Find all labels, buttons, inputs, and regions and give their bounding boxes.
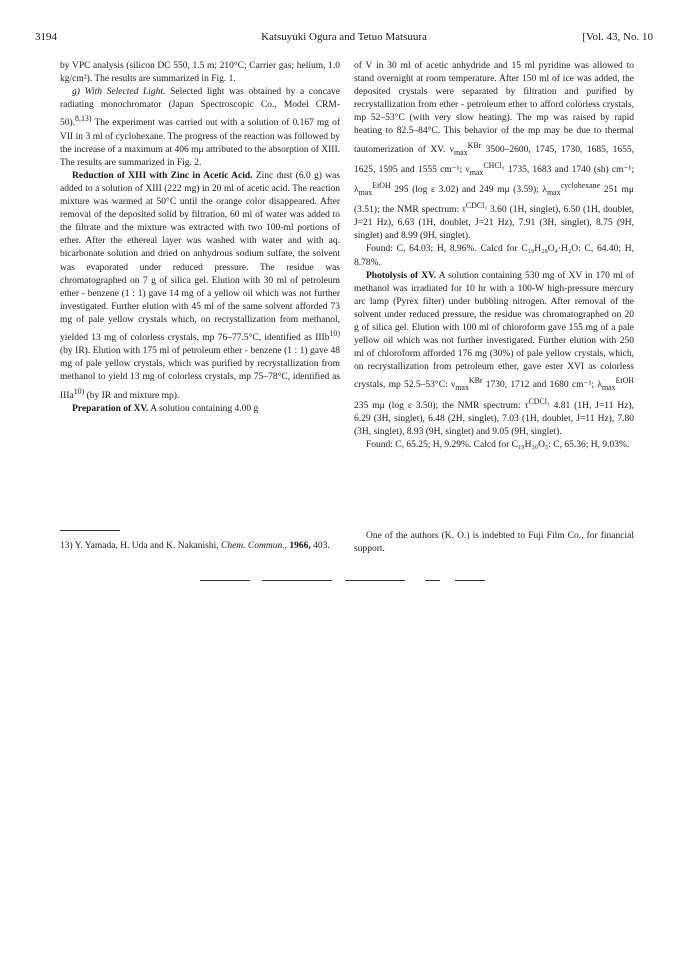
running-title-authors: Katsuyuki Ogura and Tetuo Matsuura xyxy=(261,31,427,43)
paragraph-text: A solution containing 530 mg of XV in 170 ml of methanol was irradiated for 10 hr with a 100-W high-pressure mercury arc lamp (Pyrex filter) under bubbling nitrogen. After removal of the solvent under reduced pressure, the residue was chromatographed on 20 g of silica gel. Elution with 100 ml of chloroform gave 155 mg of a pale yellow oil which was not further investigated. Further elution with 250 ml of chloroform afforded 176 mg (30%) of pale yellow crystals, which, on recrystallization from petroleum ether, gave ester XVI as colorless crystals, mp 52.5–53°C: ν xyxy=(354,270,634,391)
paragraph xyxy=(60,60,340,86)
reference-marker: 10) xyxy=(329,329,340,339)
footnote-number: 13) xyxy=(60,541,73,551)
paragraph-text: Found: C, 64.03; H, 8.96%. Calcd for C₁₉H₂₈O₄·H₂O: C, 64.40; H, 8.78%. xyxy=(354,244,634,268)
paragraph-text: 4.81 (1H, J=11 Hz), 6.29 (3H, singlet), 6.48 (2H, singlet), 7.03 (1H, doublet, J=11 Hz), 7.80 (3H, singlet), 8.93 (9H, singlet) and 9.05 (9H, singlet). xyxy=(354,400,635,437)
volume-issue: [Vol. 43, No. 10 xyxy=(582,31,653,43)
end-rule-segment xyxy=(345,580,405,581)
footnote-year: 1966, xyxy=(289,541,311,551)
footnote-journal: Chem. Commun., xyxy=(220,541,287,551)
reference-marker: 8,13) xyxy=(75,114,92,124)
paragraph-text: Selected light was obtained by a concave radiating monochromator (Japan Spectroscopic Co., Model CRM-50). xyxy=(60,87,341,129)
paragraph-text: 235 mμ (log ε 3.50); the NMR spectrum: τ xyxy=(354,400,529,411)
subsection-label: g) xyxy=(72,87,80,98)
subscript: max xyxy=(469,167,484,177)
end-rule-segment xyxy=(455,580,485,581)
paragraph-selected-light xyxy=(60,86,340,170)
end-rule-segment xyxy=(262,580,332,581)
paragraph-preparation xyxy=(60,403,340,416)
paragraph-text: Found: C, 65.25; H, 9.29%. Calcd for C₁₉H₃₀O₅: C, 65.36; H, 9.03%. xyxy=(366,439,630,450)
elemental-analysis xyxy=(354,243,634,269)
subscript: max xyxy=(358,187,373,197)
reference-marker: 10) xyxy=(73,386,85,396)
elemental-analysis xyxy=(354,439,634,452)
paragraph-text: 3500–2600, 1745, 1730, 1685, 1655, 1625, 1595 and 1555 cm⁻¹; ν xyxy=(354,144,635,175)
subscript: max xyxy=(455,383,469,393)
superscript: EtOH xyxy=(372,180,391,190)
paragraph-text: (by IR). Elution with 175 ml of petroleum ether - benzene (1 : 1) gave 48 mg of pale yellow crystals, which was purified by recrystallization from methanol to yield 13 mg of colorless crystals, mp 75–78°C, identified as IIIa xyxy=(60,346,340,401)
footnote xyxy=(60,540,340,553)
superscript: EtOH xyxy=(615,376,635,386)
subscript: max xyxy=(453,147,468,157)
section-heading: Photolysis of XV. xyxy=(366,270,437,281)
subscript: max xyxy=(546,187,561,197)
section-heading: Preparation of XV. xyxy=(72,403,149,414)
acknowledgement: One of the authors (K. O.) is indebted to Fuji Film Co., for financial support. xyxy=(354,531,634,555)
superscript: KBr xyxy=(468,376,483,386)
page-header xyxy=(35,30,653,44)
paragraph-text: 3.60 (1H, singlet), 6.50 (1H, doublet, J=21 Hz), 6.63 (1H, doublet, J=21 Hz), 7.91 (3H, singlet), 8.75 (9H, singlet) and 8.99 (9H, singlet). xyxy=(354,205,635,242)
paragraph-text: 1735, 1683 and 1740 (sh) cm⁻¹; λ xyxy=(354,164,635,195)
end-rule-segment xyxy=(425,580,440,581)
paragraph-text: 251 mμ (3.51); the NMR spectrum: τ xyxy=(354,185,635,216)
superscript: CDCl₃ xyxy=(528,396,550,406)
paragraph-text: Zinc dust (6.0 g) was added to a solution of XIII (222 mg) in 20 ml of acetic acid. The reaction mixture was warmed at 50°C until the orange color disappeared. After removal of the deposited solid by filtration, 60 ml of water was added to the filtrate and the mixture was extracted with two 100-ml portions of ether. After the ethereal layer was washed with water and with aq. bicarbonate solution and dried on anhydrous sodium sulfate, the solvent was evaporated under reduced pressure. The residue was chromatographed on 7 g of silica gel. Elution with 30 ml of petroleum ether - benzene (1 : 1) gave 14 mg of a yellow oil which was not further investigated. Further elution with 45 ml of the same solvent afforded 73 mg of pale yellow crystals which, on recrystallization from methanol, yielded 13 mg of colorless crystals, mp 76–77.5°C, identified as IIIb xyxy=(60,170,340,344)
footnote-text: Y. Yamada, H. Uda and K. Nakanishi, xyxy=(74,541,219,551)
section-heading: Reduction of XIII with Zinc in Acetic Acid. xyxy=(72,170,253,181)
paragraph-text: of V in 30 ml of acetic anhydride and 15 ml pyridine was allowed to stand overnight at room temperature. After 150 ml of ice was added, the deposited crystals were separated by filtration and purified by recrystallization from ether - petroleum ether to afford colorless crystals, mp 52–53°C (with very slow heating). The mp was raised by rapid heating to 82.5–84°C. This behavior of the mp may be due to thermal tautomerization of XV. ν xyxy=(354,61,634,155)
paragraph-reduction xyxy=(60,170,340,403)
paragraph-text: by VPC analysis (silicon DC 550, 1.5 m; 210°C; Carrier gas; helium, 1.0 kg/cm²). The results are summarized in Fig. 1. xyxy=(60,61,340,85)
superscript: KBr xyxy=(467,140,482,150)
footnote-pages: 403. xyxy=(313,541,330,551)
left-column xyxy=(60,60,340,416)
subsection-title: With Selected Light. xyxy=(84,87,166,98)
paragraph-text: A solution containing 4.00 g xyxy=(150,403,259,414)
end-rule-segment xyxy=(200,580,250,581)
footnote-rule xyxy=(60,530,120,531)
superscript: cyclohexane xyxy=(560,180,601,190)
paragraph-text: (by IR and mixture mp). xyxy=(86,390,180,401)
paragraph-text: 295 (log ε 3.02) and 249 mμ (3.59); λ xyxy=(394,185,547,195)
superscript: CDCl₃ xyxy=(465,200,488,210)
right-column xyxy=(354,60,634,452)
superscript: CHCl₃ xyxy=(483,160,505,170)
page-number: 3194 xyxy=(35,31,57,43)
paragraph-text: The experiment was carried out with a solution of 0.167 mg of VII in 3 ml of cyclohexane. The progress of the reaction was followed by the increase of a maximum at 406 mμ attributed to the absorption of XIII. The results are summarized in Fig. 2. xyxy=(60,118,340,168)
paragraph-text: 1730, 1712 and 1680 cm⁻¹; λ xyxy=(485,380,602,391)
paragraph-photolysis xyxy=(354,270,634,439)
subscript: max xyxy=(601,383,616,393)
paragraph xyxy=(354,60,634,243)
